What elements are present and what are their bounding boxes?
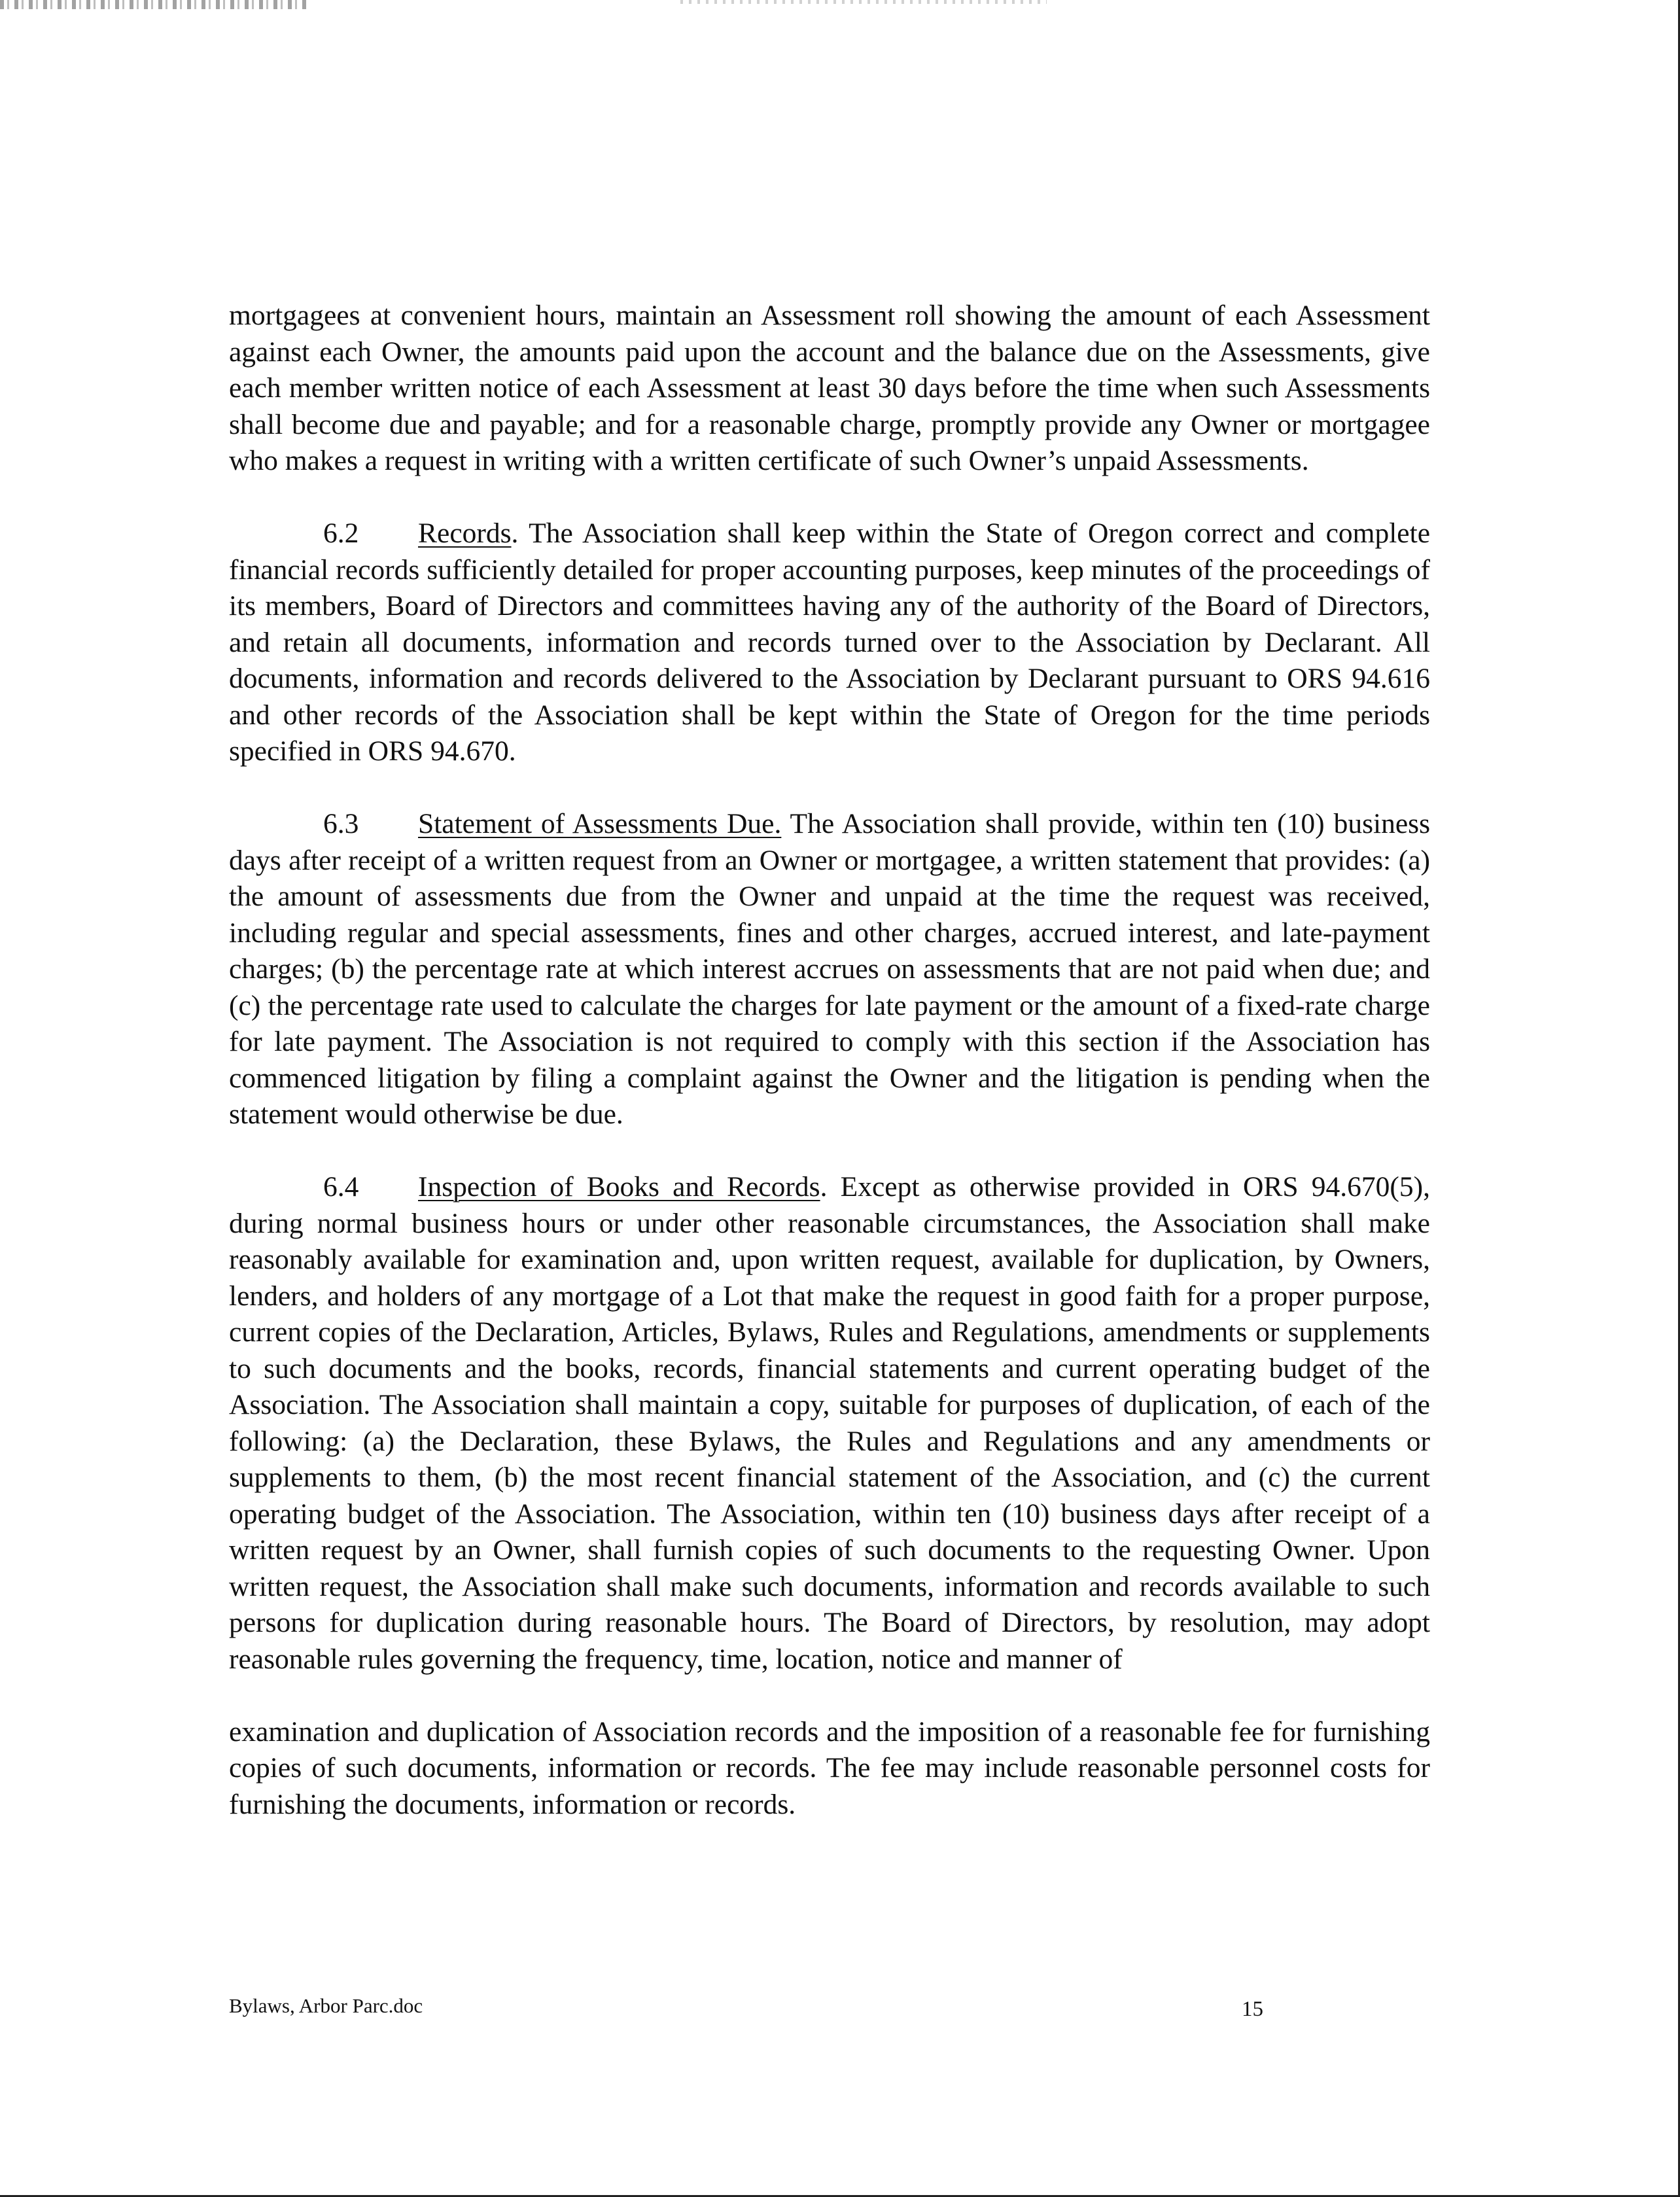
continuation-paragraph	[229, 1714, 1430, 1823]
section-6-3	[229, 806, 1430, 1133]
section-title: Records	[418, 518, 512, 549]
section-number: 6.4	[323, 1171, 359, 1203]
continuation-text: examination and duplication of Association records and the imposition of a reasonable fee for furnishing copies of such documents, information or records. The fee may include reasonable personnel costs for furnishing the documents, information or records.	[229, 1715, 1430, 1820]
section-text: The Association shall provide, within ten (10) business days after receipt of a written request from an Owner or mortgagee, a written statement that provides: (a) the amount of assessments due from the Owner and unpaid at the time the request was received, including regular and special assessments, fines and other charges, accrued interest, and late-payment charges; (b) the percentage rate at which interest accrues on assessments that are not paid when due; and (c) the percentage rate used to calculate the charges for late payment or the amount of a fixed-rate charge for late payment. The Association is not required to comply with this section if the Association has commenced litigation by filing a complaint against the Owner and the litigation is pending when the statement would otherwise be due.	[229, 808, 1430, 1130]
scan-artifact	[680, 0, 1047, 4]
section-text: Except as otherwise provided in ORS 94.670(5), during normal business hours or under other reasonable circumstances, the Association shall make reasonably available for examination and, upon written request, available for duplication, by Owners, lenders, and holders of any mortgage of a Lot that make the request in good faith for a proper purpose, current copies of the Declaration, Articles, Bylaws, Rules and Regulations, amendments or supplements to such documents and the books, records, financial statements and current operating budget of the Association. The Association shall maintain a copy, suitable for purposes of duplication, of each of the following: (a) the Declaration, these Bylaws, the Rules and Regulations and any amendments or supplements to them, (b) the most recent financial statement of the Association, and (c) the current operating budget of the Association. The Association, within ten (10) business days after receipt of a written request by an Owner, shall furnish copies of such documents to the requesting Owner. Upon written request, the Association shall make such documents, information and records available to such persons for duplication during reasonable hours. The Board of Directors, by resolution, may adopt reasonable rules governing the frequency, time, location, notice and manner of	[229, 1171, 1430, 1675]
section-6-2	[229, 516, 1430, 770]
footer-page-number: 15	[1242, 1997, 1263, 2021]
section-number: 6.2	[323, 518, 359, 549]
section-text: The Association shall keep within the State of Oregon correct and complete financial records sufficiently detailed for proper accounting purposes, keep minutes of the proceedings of its members, Board of Directors and committees having any of the authority of the Board of Directors, and retain all documents, information and records turned over to the Association by Declarant. All documents, information and records delivered to the Association by Declarant pursuant to ORS 94.616 and other records of the Association shall be kept within the State of Oregon for the time periods specified in ORS 94.670.	[229, 518, 1430, 767]
intro-paragraph	[229, 298, 1430, 480]
intro-text: mortgagees at convenient hours, maintain an Assessment roll showing the amount of each Assessment against each Owner, the amounts paid upon the account and the balance due on the Assessments, give each member written notice of each Assessment at least 30 days before the time when such Assessments shall become due and payable; and for a reasonable charge, promptly provide any Owner or mortgagee who makes a request in writing with a written certificate of such Owner’s unpaid Assessments.	[229, 300, 1430, 476]
section-title-suffix: .	[820, 1171, 828, 1203]
section-title-suffix: .	[511, 518, 519, 549]
section-6-4	[229, 1169, 1430, 1678]
section-title: Statement of Assessments Due.	[418, 808, 782, 839]
section-number: 6.3	[323, 808, 359, 839]
scan-artifact	[0, 0, 307, 9]
document-body	[229, 298, 1430, 1823]
section-title: Inspection of Books and Records	[418, 1171, 820, 1203]
footer-filename: Bylaws, Arbor Parc.doc	[229, 1994, 423, 2017]
